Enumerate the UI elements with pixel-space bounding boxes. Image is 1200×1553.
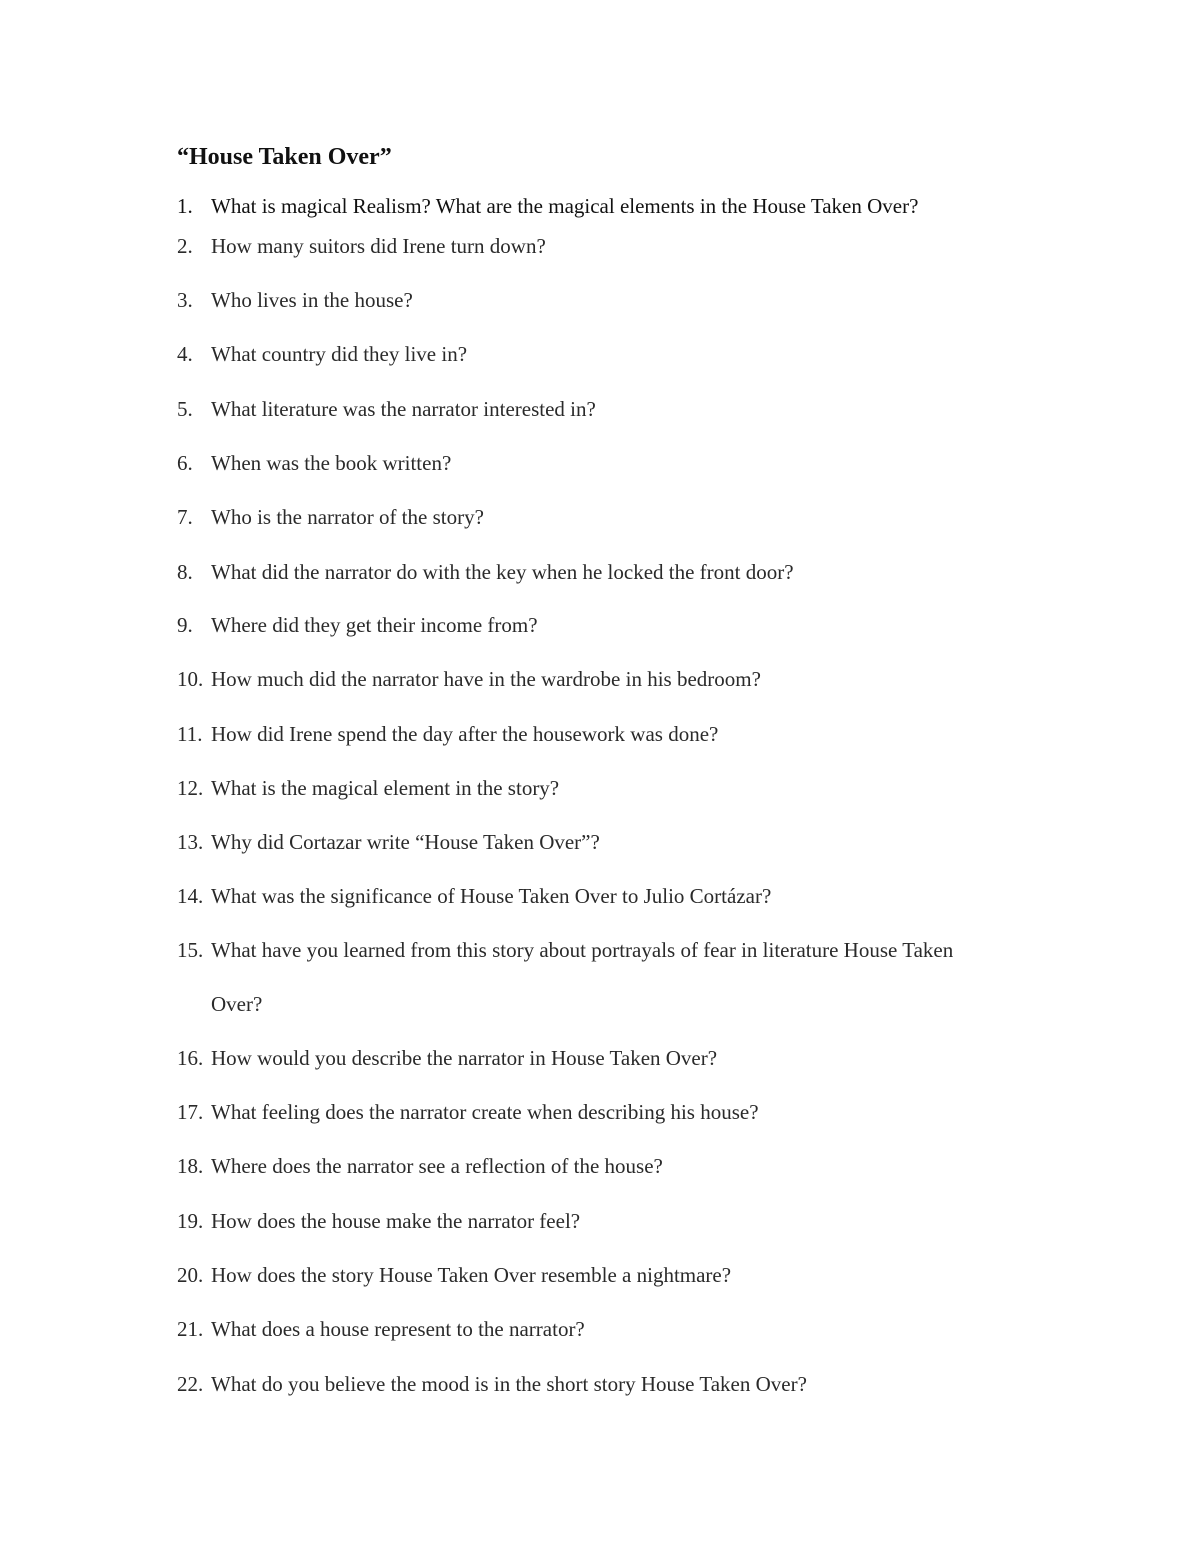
question-number: 10. (177, 667, 204, 691)
question-text: Where does the narrator see a reflection of the house? (211, 1154, 663, 1178)
question-number: 15. (177, 938, 204, 962)
document-title: “House Taken Over” (177, 144, 392, 170)
question-number: 2. (177, 234, 193, 258)
question-text: Who lives in the house? (211, 288, 413, 312)
question-number: 17. (177, 1100, 204, 1124)
question-text: How many suitors did Irene turn down? (211, 234, 546, 258)
question-text: What does a house represent to the narrator? (211, 1317, 585, 1341)
question-number: 11. (177, 722, 203, 746)
question-number: 5. (177, 397, 193, 421)
question-number: 22. (177, 1372, 204, 1396)
question-text: What country did they live in? (211, 342, 468, 366)
question-text: How much did the narrator have in the wardrobe in his bedroom? (211, 667, 761, 691)
question-number: 9. (177, 613, 193, 637)
question-number: 19. (177, 1209, 204, 1233)
question-text: When was the book written? (211, 451, 452, 475)
question-text (211, 935, 1061, 1019)
question-number: 8. (177, 560, 193, 584)
question-text: How did Irene spend the day after the housework was done? (211, 722, 719, 746)
question-text: What literature was the narrator interested in? (211, 397, 596, 421)
question-text: What was the significance of House Taken Over to Julio Cortázar? (211, 884, 772, 908)
question-text: What do you believe the mood is in the short story House Taken Over? (211, 1372, 807, 1396)
question-text: What did the narrator do with the key when he locked the front door? (211, 560, 794, 584)
question-number: 1. (177, 194, 193, 218)
question-number: 20. (177, 1263, 204, 1287)
question-number: 6. (177, 451, 193, 475)
question-number: 7. (177, 505, 193, 529)
question-text-line: What have you learned from this story about portrayals of fear in literature House Taken (211, 938, 954, 962)
question-number: 18. (177, 1154, 204, 1178)
question-text-continuation: Over? (211, 992, 263, 1016)
question-text: Who is the narrator of the story? (211, 505, 484, 529)
question-number: 13. (177, 830, 204, 854)
question-number: 12. (177, 776, 204, 800)
question-number: 14. (177, 884, 204, 908)
question-number: 16. (177, 1046, 204, 1070)
question-number: 3. (177, 288, 193, 312)
question-text: What feeling does the narrator create when describing his house? (211, 1100, 759, 1124)
question-text: How does the house make the narrator feel? (211, 1209, 581, 1233)
question-number: 4. (177, 342, 193, 366)
question-text: How would you describe the narrator in House Taken Over? (211, 1046, 718, 1070)
question-text: What is the magical element in the story? (211, 776, 560, 800)
question-text: Why did Cortazar write “House Taken Over”? (211, 830, 600, 854)
question-number: 21. (177, 1317, 204, 1341)
question-text: What is magical Realism? What are the magical elements in the House Taken Over? (211, 194, 919, 218)
question-text: Where did they get their income from? (211, 613, 538, 637)
question-text: How does the story House Taken Over resemble a nightmare? (211, 1263, 732, 1287)
